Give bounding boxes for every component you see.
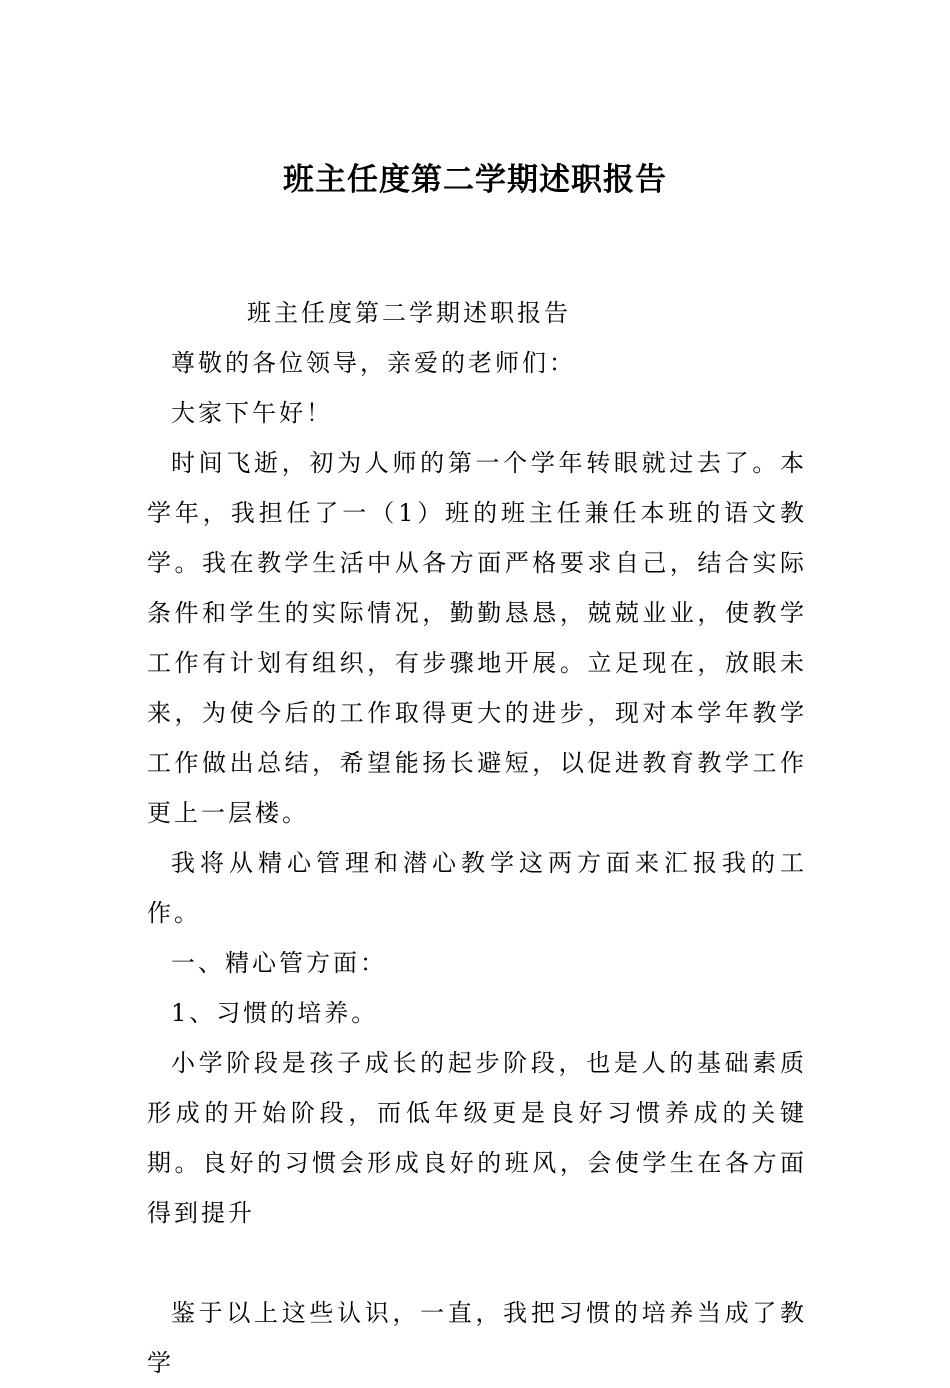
paragraph-continuation: 鉴于以上这些认识，一直，我把习惯的培养当成了教学 (147, 1299, 807, 1377)
body-paragraphs (147, 338, 807, 1388)
document-title: 班主任度第二学期述职报告 (283, 162, 667, 198)
document-subtitle: 班主任度第二学期述职报告 (247, 299, 571, 327)
paragraph-intro: 时间飞逝，初为人师的第一个学年转眼就过去了。本学年，我担任了一（1）班的班主任兼任本班的语文教学。我在教学生活中从各方面严格要求自己，结合实际条件和学生的实际情况，勤勤恳恳，兢兢业业，使教学工作有计划有组织，有步骤地开展。立足现在，放眼未来，为使今后的工作取得更大的进步，现对本学年教学工作做出总结，希望能扬长避短，以促进教育教学工作更上一层楼。 (147, 449, 807, 827)
paragraph-salutation: 大家下午好！ (171, 399, 333, 427)
subsection-heading: 1、习惯的培养。 (171, 999, 379, 1027)
section-heading: 一、精心管方面： (171, 949, 387, 977)
paragraph-greeting: 尊敬的各位领导，亲爱的老师们： (171, 349, 576, 377)
paragraph-habits: 小学阶段是孩子成长的起步阶段，也是人的基础素质形成的开始阶段，而低年级更是良好习惯养成的关键期。良好的习惯会形成良好的班风，会使学生在各方面得到提升 (147, 1049, 807, 1227)
paragraph-overview: 我将从精心管理和潜心教学这两方面来汇报我的工作。 (147, 849, 807, 927)
